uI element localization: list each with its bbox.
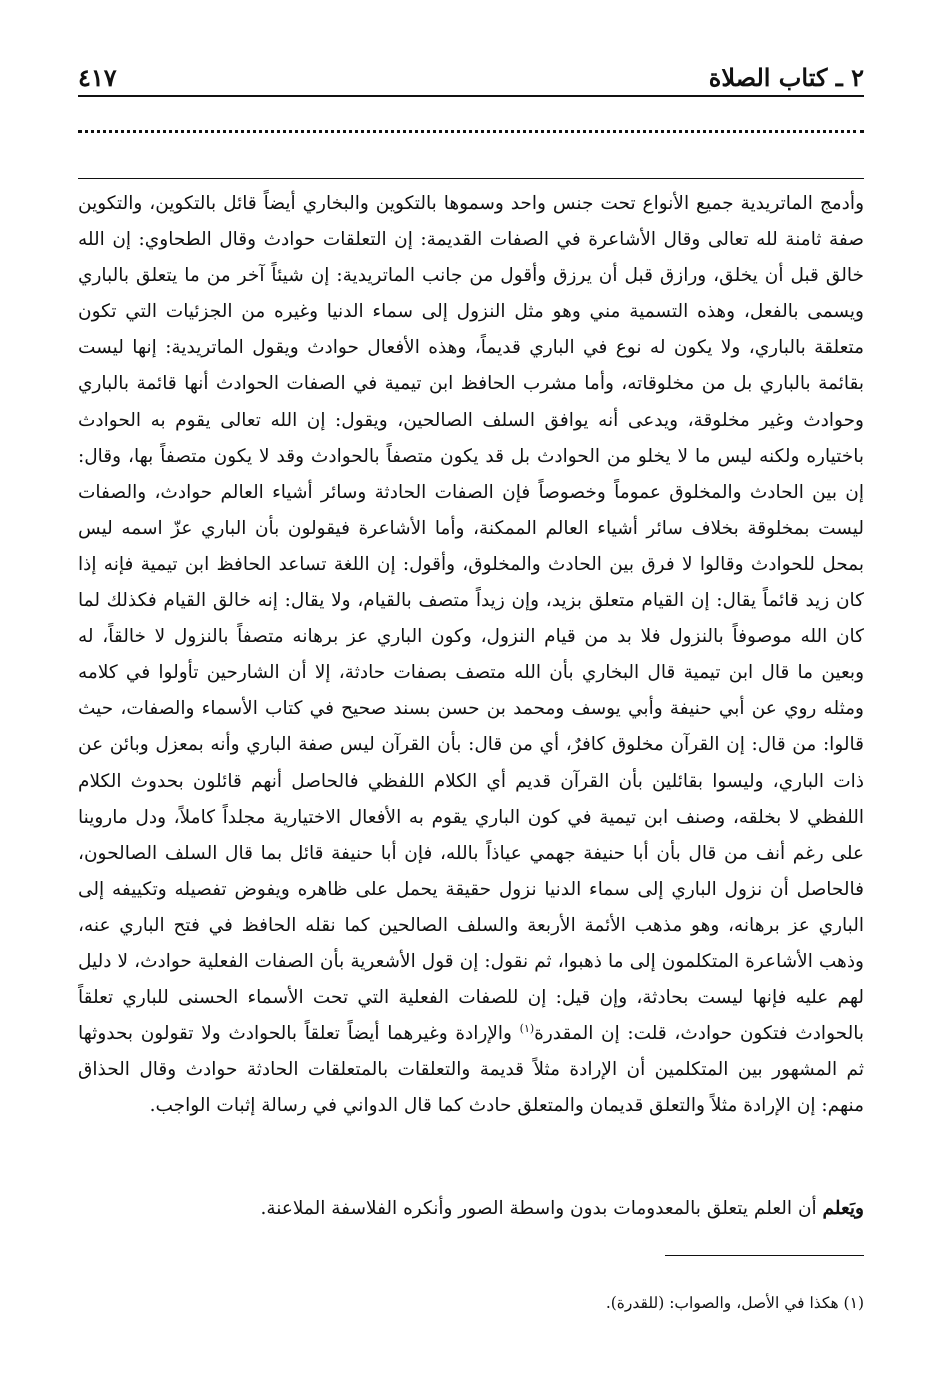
main-paragraph — [78, 186, 864, 1124]
section-rule — [78, 178, 864, 179]
footnote: (١) هكذا في الأصل، والصواب: (للقدرة). — [605, 1294, 864, 1312]
header-rule — [78, 95, 864, 97]
main-text-part-2: والإرادة وغيرهما أيضاً تعلقاً بالحوادث ولا تقولون بحدوثها ثم المشهور بين المتكلمين أن الإرادة مثلاً قديمة والتعلقات بالمتعلقات الحادثة حوادث وقال الحذاق منهم: إن الإرادة مثلاً والتعلق قديمان والمتعلق حادث كما قال الدواني في رسالة إثبات الواجب. — [78, 1023, 864, 1117]
running-header — [78, 52, 864, 92]
main-text-part-1: وأدمج الماتريدية جميع الأنواع تحت جنس واحد وسموها بالتكوين والبخاري أيضاً قائل بالتكوين، والتكوين صفة ثامنة لله تعالى وقال الأشاعرة في الصفات القديمة: إن التعلقات حوادث وقال الطحاوي: إن الله خالق قبل أن يخلق، ورازق قبل أن يرزق وأقول من جانب الماتريدية: إن شيئاً آخر من ما يتعلق بالباري ويسمى بالفعل، وهذه التسمية مني وهو مثل النزول إلى سماء الدنيا وغيره من الجزئيات التي تكون متعلقة بالباري، ولا يكون له نوع في الباري قديماً، وهذه الأفعال حوادث ويقول الماتريدية: إنها ليست بقائمة بالباري بل من مخلوقاته، وأما مشرب الحافظ ابن تيمية في الصفات الحوادث أنها قائمة بالباري وحوادث وغير مخلوقة، ويدعى أنه يوافق السلف الصالحين، ويقول: إن الله تعالى يقوم به الحوادث باختياره ولكنه ليس ما لا يخلو من الحوادث بل قد يكون متصفاً بالحوادث وقد لا يكون متصفاً بها، وقال: إن بين الحادث والمخلوق عموماً وخصوصاً فإن الصفات الحادثة وسائر أشياء العالم حوادث، والصفات ليست بمخلوقة بخلاف سائر أشياء العالم الممكنة، وأما الأشاعرة فيقولون بأن الباري عزّ اسمه ليس بمحل للحوادث وقالوا لا فرق بين الحادث والمخلوق، وأقول: إن اللغة تساعد الحافظ ابن تيمية فإنه إذا كان زيد قائماً يقال: إن القيام متعلق بزيد، وإن زيداً متصف بالقيام، ولا يقال: إنه خالق القيام فكذلك لما كان الله موصوفاً بالنزول فلا بد من قيام النزول، وكون الباري عز برهانه متصفاً بالنزول لا خالقاً، له وبعين ما قال ابن تيمية قال البخاري بأن الله متصف بصفات حادثة، إلا أن الشارحين تأولوا في كلامه ومثله روي عن أبي حنيفة وأبي يوسف ومحمد بن حسن بسند صحيح في كتاب الأسماء والصفات، حيث قالوا: من قال: إن القرآن مخلوق كافرٌ، أي من قال: بأن القرآن ليس صفة الباري وأنه بمعزل وبائن عن ذات الباري، وليسوا بقائلين بأن القرآن قديم أي الكلام اللفظي فالحاصل أنهم قائلون بحدوث الكلام اللفظي لا بخلقه، وصنف ابن تيمية في كون الباري يقوم به الأفعال الاختيارية مجلداً كاملاً، ودل ماروينا على رغم أنف من قال بأن أبا حنيفة جهمي عياذاً بالله، فإن أبا حنيفة قائل بما قال السلف الصالحون، فالحاصل أن نزول الباري إلى سماء الدنيا نزول حقيقة يحمل على ظاهره ويفوض تفصيله وتكييفه إلى الباري عز برهانه، وهو مذهب الأئمة الأربعة والسلف الصالحين كما نقله الحافظ في فتح الباري عنه، وذهب الأشاعرة المتكلمون إلى ما ذهبوا، ثم نقول: إن قول الأشعرية بأن الصفات الفعلية حوادث، لا دليل لهم عليه فإنها ليست بحادثة، وإن قيل: إن للصفات الفعلية التي تحت الأسماء الحسنى للباري تعلقاً بالحوادث فتكون حوادث، قلت: إن المقدرة — [78, 193, 864, 1045]
footnote-rule — [665, 1255, 864, 1256]
chapter-title: ٢ ـ كتاب الصلاة — [708, 63, 864, 92]
page-number: ٤١٧ — [78, 63, 117, 92]
closing-paragraph — [78, 1191, 864, 1227]
footnote-marker[interactable]: (١) — [519, 1022, 535, 1035]
closing-text: أن العلم يتعلق بالمعدومات بدون واسطة الصور وأنكره الفلاسفة الملاعنة. — [260, 1198, 823, 1219]
closing-lead-word: ويَعلم — [822, 1198, 864, 1219]
dotted-separator — [78, 130, 864, 153]
